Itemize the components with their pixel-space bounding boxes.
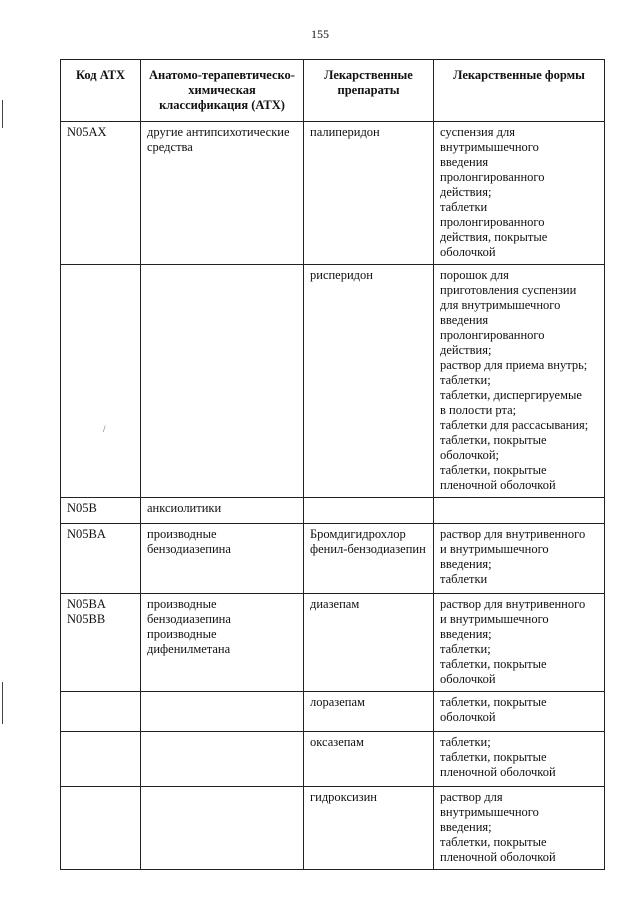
dosage-form-line: действия; — [440, 343, 492, 357]
classification-cell — [141, 732, 304, 787]
dosage-form-line: таблетки; — [440, 642, 491, 656]
atc-drug-table — [60, 59, 605, 870]
dosage-form-line: таблетки, покрытые — [440, 695, 547, 709]
atc-code-cell: N05BA N05BB — [61, 594, 141, 692]
dosage-form-line: таблетки; — [440, 373, 491, 387]
drug-cell: палиперидон — [304, 122, 434, 265]
dosage-form-line: введения; — [440, 627, 492, 641]
stray-pen-mark: / — [103, 424, 106, 434]
dosage-form-line: введения — [440, 155, 489, 169]
classification-cell — [141, 265, 304, 498]
dosage-form-line: пленочной оболочкой — [440, 765, 556, 779]
table-row — [61, 122, 605, 265]
classification-cell — [141, 692, 304, 732]
dosage-form-line: пролонгированного — [440, 215, 545, 229]
table-row — [61, 498, 605, 524]
table-row — [61, 732, 605, 787]
dosage-form-line: оболочкой — [440, 710, 496, 724]
dosage-form-line: действия, покрытые — [440, 230, 548, 244]
scan-margin-mark — [2, 682, 3, 724]
table-row — [61, 524, 605, 594]
drug-cell — [304, 498, 434, 524]
drug-cell: оксазепам — [304, 732, 434, 787]
atc-code-cell — [61, 732, 141, 787]
dosage-form-line: таблетки, покрытые — [440, 750, 547, 764]
dosage-form-line: пролонгированного — [440, 328, 545, 342]
dosage-form-line: таблетки; — [440, 735, 491, 749]
dosage-form-line: таблетки, покрытые — [440, 463, 547, 477]
drug-cell: рисперидон — [304, 265, 434, 498]
drug-cell: Бромдигидрохлор фенил-бензодиазепин — [304, 524, 434, 594]
dosage-forms-cell — [434, 265, 605, 498]
classification-cell: производные бензодиазепина производные дифенилметана — [141, 594, 304, 692]
dosage-form-line: для внутримышечного — [440, 298, 561, 312]
page-number: 155 — [311, 27, 329, 41]
header-atc-classification: Анатомо-терапевтическо-химическая классификация (АТХ) — [141, 60, 304, 122]
dosage-form-line: таблетки, покрытые — [440, 835, 547, 849]
dosage-form-line: оболочкой — [440, 672, 496, 686]
classification-cell — [141, 787, 304, 870]
table-row — [61, 594, 605, 692]
dosage-form-line: оболочкой — [440, 245, 496, 259]
dosage-form-line: пролонгированного — [440, 170, 545, 184]
dosage-form-line: внутримышечного — [440, 140, 539, 154]
dosage-forms-cell — [434, 692, 605, 732]
dosage-form-line: пленочной оболочкой — [440, 850, 556, 864]
table-header-row — [61, 60, 605, 122]
atc-code-cell — [61, 265, 141, 498]
dosage-form-line: таблетки для рассасывания; — [440, 418, 589, 432]
dosage-forms-cell — [434, 732, 605, 787]
dosage-form-line: введения; — [440, 820, 492, 834]
atc-code-cell — [61, 787, 141, 870]
classification-cell: производные бензодиазепина — [141, 524, 304, 594]
scan-margin-mark — [2, 100, 3, 128]
dosage-form-line: введения — [440, 313, 489, 327]
dosage-form-line: таблетки — [440, 572, 488, 586]
dosage-form-line: приготовления суспензии — [440, 283, 577, 297]
dosage-form-line: раствор для — [440, 790, 503, 804]
dosage-form-line: пленочной оболочкой — [440, 478, 556, 492]
dosage-forms-cell — [434, 498, 605, 524]
dosage-form-line: порошок для — [440, 268, 509, 282]
header-atc-code: Код АТХ — [61, 60, 141, 122]
atc-code-cell: N05AX — [61, 122, 141, 265]
dosage-form-line: таблетки — [440, 200, 488, 214]
dosage-form-line: в полости рта; — [440, 403, 517, 417]
dosage-form-line: оболочкой; — [440, 448, 499, 462]
atc-code-cell: N05BA — [61, 524, 141, 594]
table-row — [61, 265, 605, 498]
table-row — [61, 692, 605, 732]
dosage-form-line: внутримышечного — [440, 805, 539, 819]
dosage-form-line: таблетки, диспергируемые — [440, 388, 582, 402]
drug-cell: гидроксизин — [304, 787, 434, 870]
table-row — [61, 787, 605, 870]
dosage-form-line: и внутримышечного — [440, 542, 549, 556]
dosage-form-line: таблетки, покрытые — [440, 657, 547, 671]
dosage-form-line: введения; — [440, 557, 492, 571]
classification-cell: другие антипсихотические средства — [141, 122, 304, 265]
dosage-form-line: раствор для внутривенного — [440, 597, 586, 611]
header-dosage-forms: Лекарственные формы — [434, 60, 605, 122]
dosage-forms-cell — [434, 594, 605, 692]
dosage-form-line: раствор для внутривенного — [440, 527, 586, 541]
drug-cell: диазепам — [304, 594, 434, 692]
dosage-form-line: таблетки, покрытые — [440, 433, 547, 447]
dosage-form-line: суспензия для — [440, 125, 515, 139]
dosage-forms-cell — [434, 122, 605, 265]
atc-code-cell: N05B — [61, 498, 141, 524]
classification-cell: анксиолитики — [141, 498, 304, 524]
drug-cell: лоразепам — [304, 692, 434, 732]
dosage-form-line: и внутримышечного — [440, 612, 549, 626]
dosage-form-line: действия; — [440, 185, 492, 199]
atc-code-cell — [61, 692, 141, 732]
dosage-form-line: раствор для приема внутрь; — [440, 358, 588, 372]
dosage-forms-cell — [434, 787, 605, 870]
header-drugs: Лекарственные препараты — [304, 60, 434, 122]
dosage-forms-cell — [434, 524, 605, 594]
